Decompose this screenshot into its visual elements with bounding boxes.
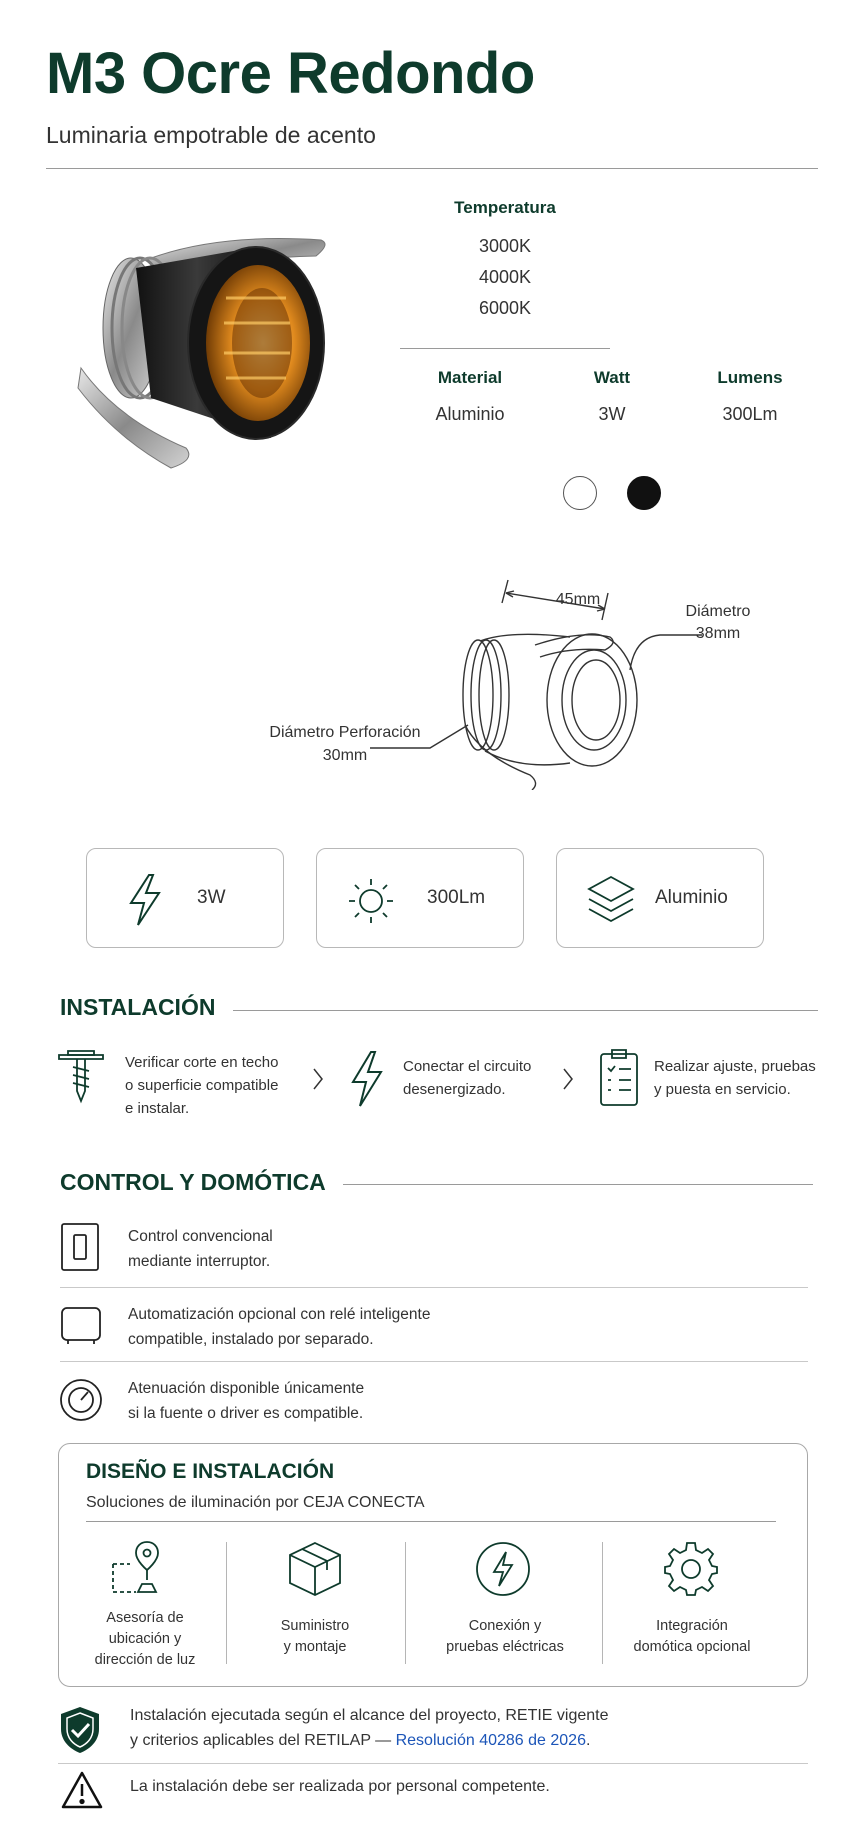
control-item-1-line-2: mediante interruptor. xyxy=(128,1253,271,1270)
warning-note: La instalación debe ser realizada por personal competente. xyxy=(130,1778,550,1795)
finish-swatch-white[interactable] xyxy=(563,476,597,510)
install-step-2-line-1: Conectar el circuito xyxy=(403,1058,532,1075)
compliance-note xyxy=(130,1703,609,1753)
install-step-3-line-2: y puesta en servicio. xyxy=(654,1081,791,1098)
control-item-2-line-2: compatible, instalado por separado. xyxy=(128,1331,374,1348)
layers-icon xyxy=(585,873,637,927)
compliance-line-1: Instalación ejecutada según el alcance del proyecto, RETIE vigente xyxy=(130,1707,609,1724)
control-item-3 xyxy=(128,1376,364,1426)
product-photo xyxy=(76,228,336,488)
warning-icon xyxy=(60,1770,104,1810)
page-subtitle: Luminaria empotrable de acento xyxy=(46,122,376,148)
chip-material xyxy=(556,848,764,948)
service-connection xyxy=(420,1616,590,1658)
compliance-line-2-prefix: y criterios aplicables del RETILAP — xyxy=(130,1732,396,1749)
service-divider xyxy=(405,1542,406,1664)
switch-icon xyxy=(60,1222,100,1272)
control-item-1-line-1: Control convencional xyxy=(128,1228,273,1245)
design-title: DISEÑO E INSTALACIÓN xyxy=(86,1460,335,1483)
dimmer-icon xyxy=(58,1377,104,1423)
material-label: Material xyxy=(437,368,503,387)
spec-divider xyxy=(400,348,610,349)
control-title: CONTROL Y DOMÓTICA xyxy=(60,1169,326,1195)
control-item-1 xyxy=(128,1224,273,1274)
install-step-1 xyxy=(125,1051,278,1120)
install-step-1-line-1: Verificar corte en techo xyxy=(125,1054,279,1071)
install-step-2 xyxy=(403,1055,531,1101)
install-step-2-line-2: desenergizado. xyxy=(403,1081,506,1098)
lightning-icon xyxy=(350,1050,384,1108)
chevron-right-icon xyxy=(311,1067,325,1091)
control-divider xyxy=(343,1184,813,1185)
dim-cutout-label: Diámetro Perforación xyxy=(269,724,421,741)
control-row-divider xyxy=(60,1361,808,1362)
control-item-2-line-1: Automatización opcional con relé inteligente xyxy=(128,1306,431,1323)
lightning-icon xyxy=(127,873,163,927)
chip-watt-label: 3W xyxy=(197,887,226,908)
finish-swatch-black[interactable] xyxy=(627,476,661,510)
service-advisory xyxy=(80,1608,210,1671)
dim-cutout-value: 30mm xyxy=(322,747,368,764)
install-step-1-line-2: o superficie compatible xyxy=(125,1077,279,1094)
service-advisory-line-1: Asesoría de xyxy=(106,1610,184,1626)
dim-length: 45mm xyxy=(555,591,601,608)
install-step-3-line-1: Realizar ajuste, pruebas xyxy=(654,1058,816,1075)
chip-lumens xyxy=(316,848,524,948)
installation-title: INSTALACIÓN xyxy=(60,994,216,1020)
gear-icon xyxy=(662,1540,720,1598)
watt-label: Watt xyxy=(593,368,631,387)
service-domotics-line-1: Integración xyxy=(656,1618,728,1634)
box-icon xyxy=(287,1540,343,1598)
design-divider xyxy=(86,1521,776,1522)
control-row-divider xyxy=(60,1287,808,1288)
service-supply-line-2: y montaje xyxy=(283,1639,347,1655)
service-divider xyxy=(602,1542,603,1664)
resolution-link[interactable]: Resolución 40286 de 2026 xyxy=(395,1732,586,1749)
header-divider xyxy=(46,168,818,169)
screw-icon xyxy=(56,1045,106,1105)
location-icon xyxy=(110,1540,164,1598)
design-subtitle: Soluciones de iluminación por CEJA CONECTA xyxy=(86,1494,425,1511)
material-value: Aluminio xyxy=(435,404,505,424)
plug-bolt-icon xyxy=(474,1540,532,1598)
lumens-value: 300Lm xyxy=(722,404,778,424)
service-connection-line-2: pruebas eléctricas xyxy=(446,1639,564,1655)
temperature-label: Temperatura xyxy=(454,198,556,217)
lumens-label: Lumens xyxy=(717,368,783,387)
chevron-right-icon xyxy=(561,1067,575,1091)
dim-diameter-label: Diámetro xyxy=(685,603,751,620)
chip-lumens-label: 300Lm xyxy=(427,887,486,908)
service-domotics xyxy=(612,1616,772,1658)
chip-material-label: Aluminio xyxy=(655,887,728,908)
watt-value: 3W xyxy=(598,404,626,424)
relay-icon xyxy=(60,1306,102,1346)
control-item-2 xyxy=(128,1302,430,1352)
compliance-line-2 xyxy=(130,1728,609,1753)
service-supply xyxy=(240,1616,390,1658)
install-step-3 xyxy=(654,1055,816,1101)
dim-diameter-value: 38mm xyxy=(695,625,741,642)
temperature-3000k: 3000K xyxy=(478,236,532,256)
service-connection-line-1: Conexión y xyxy=(468,1618,542,1634)
install-step-1-line-3: e instalar. xyxy=(125,1100,190,1117)
chip-watt xyxy=(86,848,284,948)
shield-check-icon xyxy=(58,1705,102,1755)
installation-divider xyxy=(233,1010,818,1011)
compliance-line-2-suffix: . xyxy=(585,1732,591,1749)
temperature-4000k: 4000K xyxy=(478,267,532,287)
service-domotics-line-2: domótica opcional xyxy=(633,1639,751,1655)
control-item-3-line-1: Atenuación disponible únicamente xyxy=(128,1380,365,1397)
notes-divider xyxy=(58,1763,808,1764)
service-supply-line-1: Suministro xyxy=(280,1618,350,1634)
service-divider xyxy=(226,1542,227,1664)
service-advisory-line-2: ubicación y xyxy=(108,1631,182,1647)
service-advisory-line-3: dirección de luz xyxy=(94,1652,196,1668)
control-item-3-line-2: si la fuente o driver es compatible. xyxy=(128,1405,364,1422)
temperature-6000k: 6000K xyxy=(478,298,532,318)
sun-icon xyxy=(345,875,397,927)
clipboard-icon xyxy=(598,1046,640,1108)
page-title: M3 Ocre Redondo xyxy=(46,41,535,106)
